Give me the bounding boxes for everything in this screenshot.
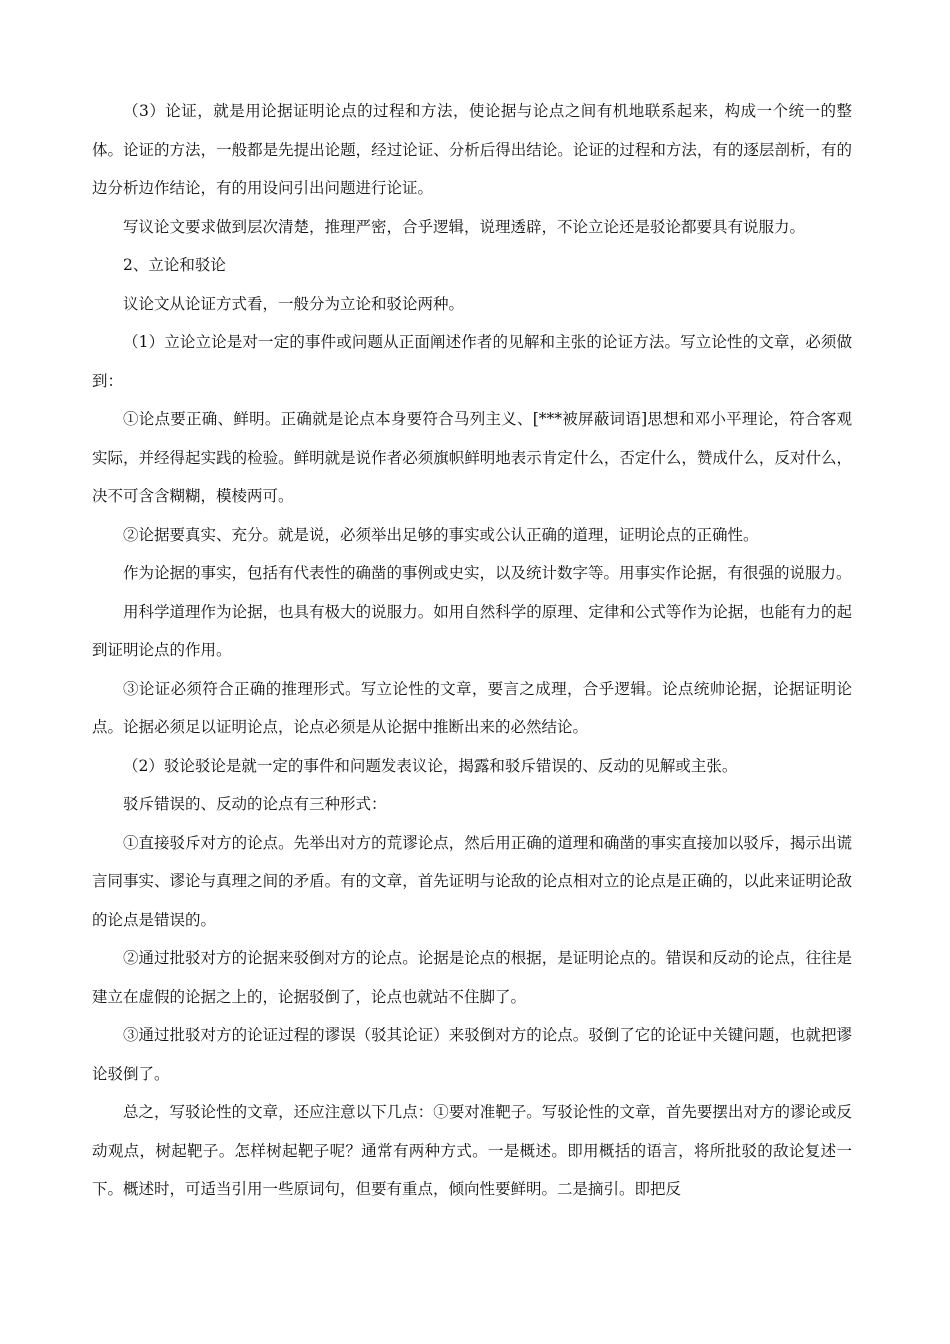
paragraph-writing-requirements: 写议论文要求做到层次清楚，推理严密，合乎逻辑，说理透辟，不论立论还是驳论都要具有说服力。: [123, 217, 806, 236]
paragraph-refutation: （2）驳论驳论是就一定的事件和问题发表议论，揭露和驳斥错误的、反动的见解或主张。: [123, 756, 738, 775]
paragraph-summary: 总之，写驳论性的文章，还应注意以下几点：①要对准靶子。写驳论性的文章，首先要摆出对方的谬论或反动观点，树起靶子。怎样树起靶子呢？通常有两种方式。一是概述。即用概括的语言，将所批驳的敌论复述一下。概述时，可适当引用一些原词句，但要有重点，倾向性要鲜明。二是摘引。即把反: [92, 1103, 852, 1198]
paragraph-argumentation: （3）论证，就是用论据证明论点的过程和方法，使论据与论点之间有机地联系起来，构成一个统一的整体。论证的方法，一般都是先提出论题，经过论证、分析后得出结论。论证的过程和方法，有的逐层剖析，有的边分析边作结论，有的用设问引出问题进行论证。: [92, 102, 852, 197]
list-item-reasoning-form: ③论证必须符合正确的推理形式。写立论性的文章，要言之成理，合乎逻辑。论点统帅论据，论据证明论点。论据必须足以证明论点，论点必须是从论据中推断出来的必然结论。: [92, 679, 852, 736]
section-heading-constructive-refutation: 2、立论和驳论: [123, 256, 226, 274]
paragraph-facts-as-evidence: 作为论据的事实，包括有代表性的确凿的事例或史实，以及统计数字等。用事实作论据，有很强的说服力。: [123, 564, 852, 582]
paragraph-three-forms: 驳斥错误的、反动的论点有三种形式：: [123, 795, 387, 813]
list-item-refute-thesis: ①直接驳斥对方的论点。先举出对方的荒谬论点，然后用正确的道理和确凿的事实直接加以驳斥，揭示出谎言同事实、谬论与真理之间的矛盾。有的文章，首先证明与论敌的论点相对立的论点是正确的，以此来证明论敌的论点是错误的。: [92, 833, 852, 929]
list-item-evidence-true: ②论据要真实、充分。就是说，必须举出足够的事实或公认正确的道理，证明论点的正确性。: [123, 525, 759, 544]
paragraph-constructive-argument: （1）立论立论是对一定的事件或问题从正面阐述作者的见解和主张的论证方法。写立论性的文章，必须做到：: [92, 333, 852, 390]
document-body: [92, 92, 852, 1209]
list-item-refute-evidence: ②通过批驳对方的论据来驳倒对方的论点。论据是论点的根据，是证明论点的。错误和反动的论点，往往是建立在虚假的论据之上的，论据驳倒了，论点也就站不住脚了。: [92, 949, 852, 1006]
list-item-thesis-correct: ①论点要正确、鲜明。正确就是论点本身要符合马列主义、[***被屏蔽词语]思想和邓小平理论，符合客观实际，并经得起实践的检验。鲜明就是说作者必须旗帜鲜明地表示肯定什么，否定什么，赞成什么，反对什么，决不可含含糊糊，模棱两可。: [92, 410, 852, 505]
paragraph-science-as-evidence: 用科学道理作为论据，也具有极大的说服力。如用自然科学的原理、定律和公式等作为论据，也能有力的起到证明论点的作用。: [92, 602, 852, 659]
list-item-refute-reasoning: ③通过批驳对方的论证过程的谬误（驳其论证）来驳倒对方的论点。驳倒了它的论证中关键问题，也就把谬论驳倒了。: [92, 1026, 852, 1083]
paragraph-two-types: 议论文从论证方式看，一般分为立论和驳论两种。: [123, 294, 465, 313]
